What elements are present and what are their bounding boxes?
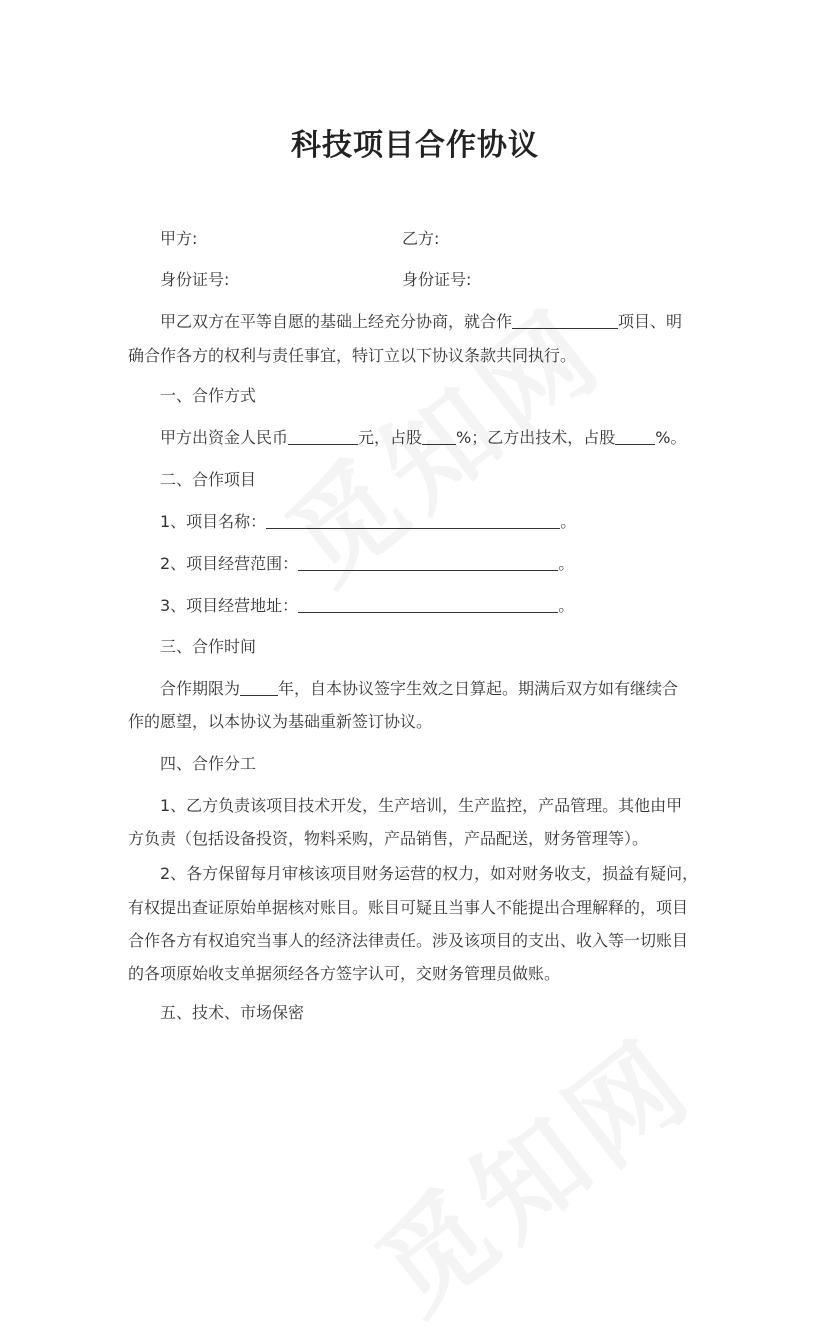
term-years-blank[interactable] xyxy=(240,679,278,696)
project-scope-row xyxy=(160,554,710,574)
party-a-id-label: 身份证号: xyxy=(160,270,230,289)
intro-line-1 xyxy=(160,312,710,332)
section-1-heading: 一、合作方式 xyxy=(160,386,257,405)
project-address-row xyxy=(160,596,710,616)
investment-amount-blank[interactable] xyxy=(288,428,358,445)
s1-text-3: %；乙方出技术，占股 xyxy=(456,428,616,447)
document-title: 科技项目合作协议 xyxy=(291,128,539,163)
section-3-heading: 三、合作时间 xyxy=(160,637,257,656)
section-4-p2-line-4: 的各项原始收支单据须经各方签字认可，交财务管理员做账。 xyxy=(128,964,561,983)
period: 。 xyxy=(558,596,575,615)
intro-text-1-end: 项目、明 xyxy=(618,312,683,331)
s3-text-2: 年，自本协议签字生效之日算起。期满后双方如有继续合 xyxy=(278,679,679,698)
period: 。 xyxy=(560,512,577,531)
section-4-p2-line-2: 有权提出查证原始单据核对账目。账目可疑且当事人不能提出合理解释的，项目 xyxy=(128,898,689,917)
project-name-row xyxy=(160,512,710,532)
intro-text-1: 甲乙双方在平等自愿的基础上经充分协商，就合作 xyxy=(160,312,513,331)
section-3-line-1 xyxy=(160,679,710,699)
project-address-blank[interactable] xyxy=(298,596,558,613)
project-address-label: 3、项目经营地址： xyxy=(160,596,299,615)
section-4-p1-line-1: 1、乙方负责该项目技术开发，生产培训，生产监控，产品管理。其他由甲 xyxy=(160,796,683,815)
party-b-label: 乙方: xyxy=(402,229,440,248)
s1-text-1: 甲方出资金人民币 xyxy=(160,428,289,447)
party-a-label: 甲方: xyxy=(160,229,198,248)
section-2-heading: 二、合作项目 xyxy=(160,470,257,489)
project-blank[interactable] xyxy=(512,312,618,329)
project-scope-label: 2、项目经营范围： xyxy=(160,554,299,573)
project-name-label: 1、项目名称： xyxy=(160,512,267,531)
section-4-heading: 四、合作分工 xyxy=(160,754,257,773)
project-name-blank[interactable] xyxy=(266,512,560,529)
section-1-body xyxy=(160,428,710,448)
section-4-p1-line-2: 方负责（包括设备投资，物料采购，产品销售，产品配送，财务管理等）。 xyxy=(128,829,649,848)
period: 。 xyxy=(558,554,575,573)
s1-text-4: %。 xyxy=(655,428,687,447)
project-scope-blank[interactable] xyxy=(298,554,558,571)
watermark xyxy=(340,996,721,1342)
section-4-p2-line-1: 2、各方保留每月审核该项目财务运营的权力，如对财务收支，损益有疑问， xyxy=(160,864,699,883)
party-a-share-blank[interactable] xyxy=(422,428,456,445)
intro-line-2: 确合作各方的权利与责任事宜，特订立以下协议条款共同执行。 xyxy=(128,346,577,365)
party-b-id-label: 身份证号: xyxy=(402,270,472,289)
section-4-p2-line-3: 合作各方有权追究当事人的经济法律责任。涉及该项目的支出、收入等一切账目 xyxy=(128,931,689,950)
section-3-line-2: 作的愿望，以本协议为基础重新签订协议。 xyxy=(128,712,433,731)
s1-text-2: 元，占股 xyxy=(358,428,423,447)
section-5-heading: 五、技术、市场保密 xyxy=(160,1003,305,1022)
s3-text-1: 合作期限为 xyxy=(160,679,241,698)
party-b-share-blank[interactable] xyxy=(615,428,655,445)
